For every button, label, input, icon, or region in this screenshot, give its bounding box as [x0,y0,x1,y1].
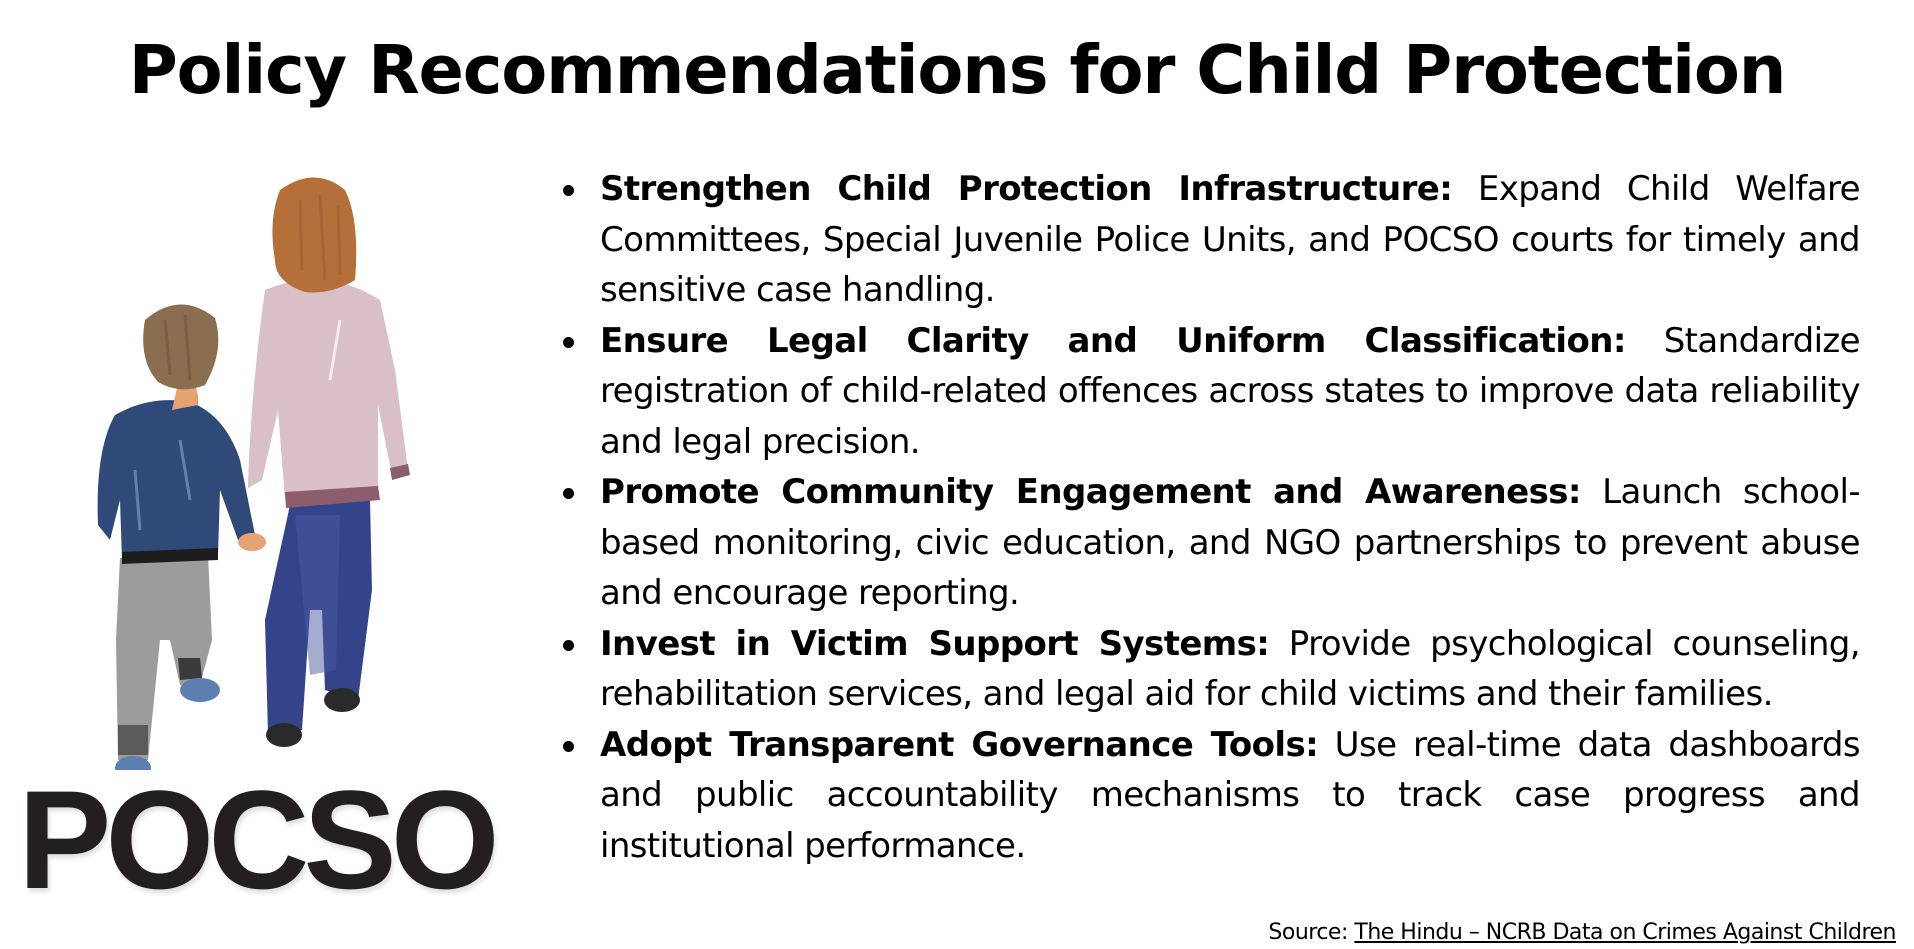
bullet-icon [563,337,574,348]
recommendation-heading: Invest in Victim Support Systems: [600,623,1270,664]
recommendation-heading: Ensure Legal Clarity and Uniform Classification: [600,320,1626,361]
recommendation-body: Launch school-based monitoring, civic education, and NGO partnerships to prevent abuse and encourage reporting. [600,472,1860,613]
recommendation-body: Standardize registration of child-related offences across states to improve data reliability and legal precision. [600,320,1860,462]
bullet-icon [563,741,574,752]
recommendation-heading: Promote Community Engagement and Awareness: [600,472,1581,512]
children-walking-illustration [40,170,500,770]
pocso-logo: POCSO [18,761,494,918]
bullet-icon [563,185,574,196]
recommendation-item [560,467,1860,619]
recommendation-body: Provide psychological counseling, rehabilitation services, and legal aid for child victims and their families. [600,623,1860,714]
bullet-icon [563,640,574,651]
recommendation-heading: Strengthen Child Protection Infrastructure: [600,169,1453,209]
recommendation-item [560,164,1860,316]
recommendation-item [560,316,1860,468]
bullet-icon [563,488,574,499]
recommendation-item [560,720,1860,872]
recommendation-body: Expand Child Welfare Committees, Special Juvenile Police Units, and POCSO courts for timely and sensitive case handling. [600,169,1860,310]
recommendation-heading: Adopt Transparent Governance Tools: [600,724,1319,765]
source-citation [1268,920,1896,945]
recommendation-item [560,619,1860,720]
recommendation-body: Use real-time data dashboards and public accountability mechanisms to track case progress and institutional performance. [600,724,1860,866]
girl-figure [248,178,410,748]
boy-figure [98,304,266,770]
source-label: Source: [1268,920,1348,945]
source-link[interactable]: The Hindu – NCRB Data on Crimes Against Children [1354,920,1896,945]
recommendations-list [560,164,1860,871]
page-title: Policy Recommendations for Child Protection [128,31,1786,109]
